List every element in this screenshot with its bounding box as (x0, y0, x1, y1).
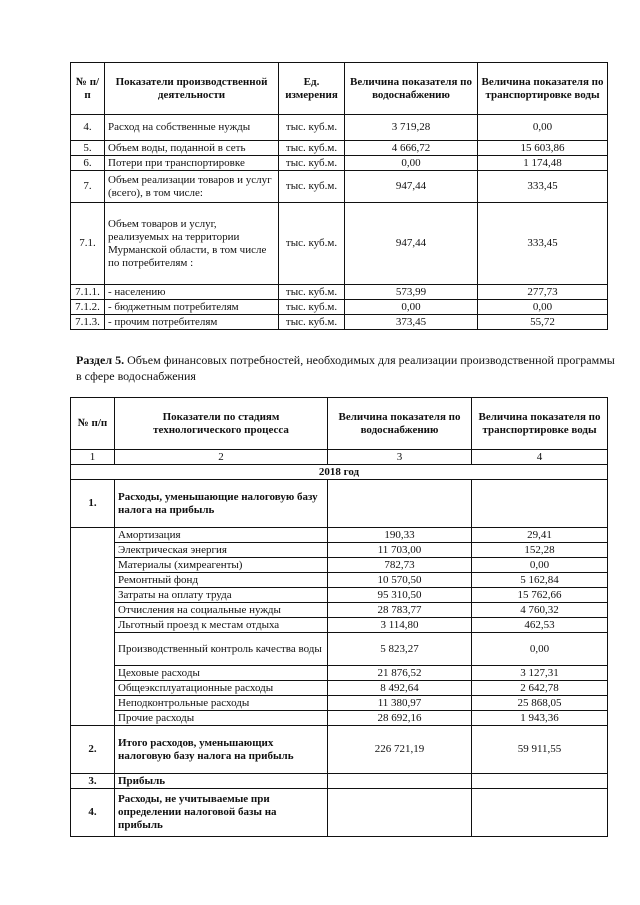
water-supply-value-cell: 21 876,52 (328, 666, 472, 681)
col-water-supply-header: Величина показателя по водоснабжению (345, 63, 478, 115)
transport-value-cell (472, 480, 608, 528)
row-number-cell: 7.1. (71, 203, 105, 285)
section-5-heading (76, 352, 616, 384)
transport-value-cell: 1 943,36 (472, 711, 608, 726)
indicator-cell: Объем товаров и услуг, реализуемых на территории Мурманской области, в том числе по потребителям : (105, 203, 279, 285)
transport-value-cell: 462,53 (472, 618, 608, 633)
section-5-text: Объем финансовых потребностей, необходимых для реализации производственной программы в сфере водоснабжения (76, 353, 615, 383)
indicator-cell: Потери при транспортировке (105, 156, 279, 171)
water-supply-value-cell: 373,45 (345, 315, 478, 330)
table-row (71, 726, 608, 774)
unit-cell: тыс. куб.м. (279, 141, 345, 156)
water-supply-value-cell: 782,73 (328, 558, 472, 573)
water-supply-value-cell: 947,44 (345, 171, 478, 203)
stage-cell: Неподконтрольные расходы (115, 696, 328, 711)
table-row (71, 633, 608, 666)
row-number-cell: 7.1.3. (71, 315, 105, 330)
indicator-cell: - прочим потребителям (105, 315, 279, 330)
transport-value-cell: 59 911,55 (472, 726, 608, 774)
column-number-cell: 4 (472, 450, 608, 465)
col-indicator-header: Показатели производственной деятельности (105, 63, 279, 115)
transport-value-cell: 55,72 (478, 315, 608, 330)
row-number-cell (71, 528, 115, 726)
transport-value-cell: 277,73 (478, 285, 608, 300)
row-number-cell: 3. (71, 774, 115, 789)
table-row (71, 711, 608, 726)
production-indicators-table (70, 62, 608, 330)
header-row (71, 63, 608, 115)
col-transport-header: Величина показателя по транспортировке воды (478, 63, 608, 115)
row-number-cell: 7.1.1. (71, 285, 105, 300)
row-number-cell: 2. (71, 726, 115, 774)
water-supply-value-cell: 0,00 (345, 156, 478, 171)
transport-value-cell: 0,00 (472, 633, 608, 666)
stage-cell: Затраты на оплату труда (115, 588, 328, 603)
table-row (71, 681, 608, 696)
table-row (71, 618, 608, 633)
water-supply-value-cell: 28 783,77 (328, 603, 472, 618)
table-row (71, 315, 608, 330)
col-number-header: № п/п (71, 398, 115, 450)
transport-value-cell: 5 162,84 (472, 573, 608, 588)
transport-value-cell: 0,00 (478, 300, 608, 315)
transport-value-cell: 0,00 (472, 558, 608, 573)
transport-value-cell: 0,00 (478, 115, 608, 141)
col-water-supply-header: Величина показателя по водоснабжению (328, 398, 472, 450)
row-number-cell: 1. (71, 480, 115, 528)
table-row (71, 588, 608, 603)
stage-cell: Прибыль (115, 774, 328, 789)
col-stage-header: Показатели по стадиям технологического процесса (115, 398, 328, 450)
row-number-cell: 7.1.2. (71, 300, 105, 315)
table-row (71, 203, 608, 285)
table-row (71, 115, 608, 141)
stage-cell: Прочие расходы (115, 711, 328, 726)
water-supply-value-cell: 10 570,50 (328, 573, 472, 588)
table-row (71, 603, 608, 618)
table-row (71, 573, 608, 588)
year-row (71, 465, 608, 480)
column-number-row (71, 450, 608, 465)
transport-value-cell: 333,45 (478, 203, 608, 285)
stage-cell: Общеэксплуатационные расходы (115, 681, 328, 696)
financial-needs-table (70, 397, 608, 837)
unit-cell: тыс. куб.м. (279, 171, 345, 203)
water-supply-value-cell: 190,33 (328, 528, 472, 543)
water-supply-value-cell: 3 114,80 (328, 618, 472, 633)
transport-value-cell: 152,28 (472, 543, 608, 558)
col-unit-header: Ед. измерения (279, 63, 345, 115)
stage-cell: Ремонтный фонд (115, 573, 328, 588)
stage-cell: Электрическая энергия (115, 543, 328, 558)
section-5-label: Раздел 5. (76, 353, 125, 367)
row-number-cell: 6. (71, 156, 105, 171)
column-number-cell: 2 (115, 450, 328, 465)
indicator-cell: Объем реализации товаров и услуг (всего), в том числе: (105, 171, 279, 203)
table-row (71, 156, 608, 171)
row-number-cell: 4. (71, 789, 115, 837)
unit-cell: тыс. куб.м. (279, 315, 345, 330)
header-row (71, 398, 608, 450)
table-row (71, 558, 608, 573)
table-row (71, 666, 608, 681)
transport-value-cell (472, 789, 608, 837)
col-number-header: № п/п (71, 63, 105, 115)
stage-cell: Производственный контроль качества воды (115, 633, 328, 666)
transport-value-cell: 15 762,66 (472, 588, 608, 603)
stage-cell: Расходы, не учитываемые при определении налоговой базы на прибыль (115, 789, 328, 837)
water-supply-value-cell (328, 480, 472, 528)
water-supply-value-cell: 3 719,28 (345, 115, 478, 141)
unit-cell: тыс. куб.м. (279, 156, 345, 171)
water-supply-value-cell: 8 492,64 (328, 681, 472, 696)
transport-value-cell: 1 174,48 (478, 156, 608, 171)
transport-value-cell: 3 127,31 (472, 666, 608, 681)
transport-value-cell: 25 868,05 (472, 696, 608, 711)
water-supply-value-cell: 0,00 (345, 300, 478, 315)
stage-cell: Цеховые расходы (115, 666, 328, 681)
year-cell: 2018 год (71, 465, 608, 480)
stage-cell: Расходы, уменьшающие налоговую базу налога на прибыль (115, 480, 328, 528)
water-supply-value-cell: 226 721,19 (328, 726, 472, 774)
water-supply-value-cell (328, 789, 472, 837)
transport-value-cell: 333,45 (478, 171, 608, 203)
water-supply-value-cell: 5 823,27 (328, 633, 472, 666)
stage-cell: Отчисления на социальные нужды (115, 603, 328, 618)
column-number-cell: 3 (328, 450, 472, 465)
water-supply-value-cell: 947,44 (345, 203, 478, 285)
water-supply-value-cell: 28 692,16 (328, 711, 472, 726)
unit-cell: тыс. куб.м. (279, 203, 345, 285)
transport-value-cell: 29,41 (472, 528, 608, 543)
table-row (71, 696, 608, 711)
table-row (71, 543, 608, 558)
unit-cell: тыс. куб.м. (279, 300, 345, 315)
transport-value-cell: 4 760,32 (472, 603, 608, 618)
water-supply-value-cell (328, 774, 472, 789)
transport-value-cell: 2 642,78 (472, 681, 608, 696)
transport-value-cell (472, 774, 608, 789)
row-number-cell: 5. (71, 141, 105, 156)
table-row (71, 285, 608, 300)
indicator-cell: - населению (105, 285, 279, 300)
water-supply-value-cell: 573,99 (345, 285, 478, 300)
row-number-cell: 7. (71, 171, 105, 203)
table-row (71, 774, 608, 789)
water-supply-value-cell: 11 380,97 (328, 696, 472, 711)
table-row (71, 480, 608, 528)
col-transport-header: Величина показателя по транспортировке воды (472, 398, 608, 450)
unit-cell: тыс. куб.м. (279, 115, 345, 141)
indicator-cell: Расход на собственные нужды (105, 115, 279, 141)
indicator-cell: - бюджетным потребителям (105, 300, 279, 315)
table-row (71, 789, 608, 837)
stage-cell: Амортизация (115, 528, 328, 543)
stage-cell: Материалы (химреагенты) (115, 558, 328, 573)
table-row (71, 300, 608, 315)
column-number-cell: 1 (71, 450, 115, 465)
stage-cell: Льготный проезд к местам отдыха (115, 618, 328, 633)
table-row (71, 141, 608, 156)
water-supply-value-cell: 95 310,50 (328, 588, 472, 603)
table-row (71, 528, 608, 543)
water-supply-value-cell: 11 703,00 (328, 543, 472, 558)
table-row (71, 171, 608, 203)
unit-cell: тыс. куб.м. (279, 285, 345, 300)
transport-value-cell: 15 603,86 (478, 141, 608, 156)
stage-cell: Итого расходов, уменьшающих налоговую базу налога на прибыль (115, 726, 328, 774)
row-number-cell: 4. (71, 115, 105, 141)
indicator-cell: Объем воды, поданной в сеть (105, 141, 279, 156)
water-supply-value-cell: 4 666,72 (345, 141, 478, 156)
